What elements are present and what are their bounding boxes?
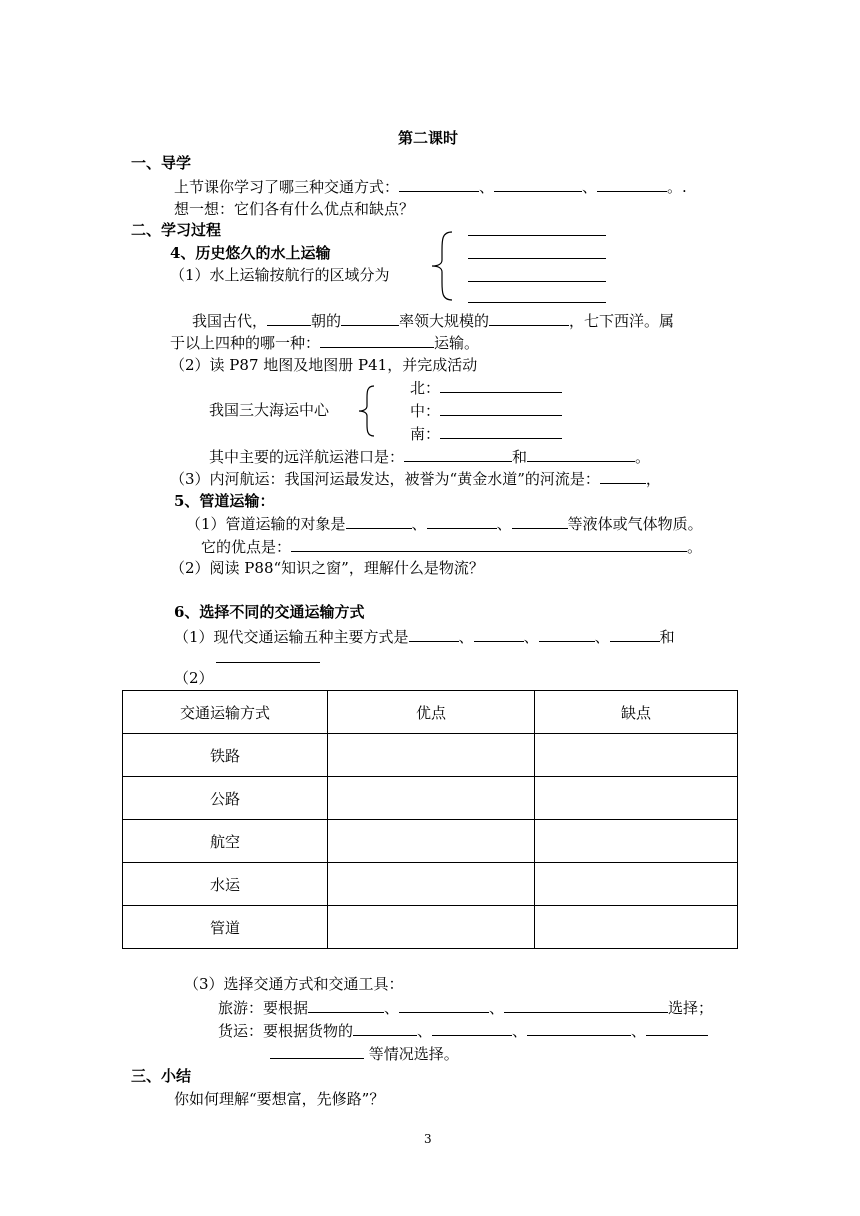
table-question-label: （2） — [174, 669, 214, 687]
blank-field[interactable] — [494, 176, 582, 192]
text-segment: 。 — [687, 538, 703, 556]
blank-field[interactable] — [440, 400, 562, 416]
port-middle — [410, 400, 562, 421]
blank-field[interactable] — [320, 332, 434, 348]
table-header-row — [123, 691, 738, 734]
advantage-cell[interactable] — [328, 863, 535, 906]
mode-cell: 水运 — [123, 863, 328, 906]
text-segment: 和 — [659, 628, 675, 646]
blank-field[interactable] — [539, 626, 595, 642]
guide-question-text: 上节课你学习了哪三种交通方式： — [174, 178, 400, 196]
text-segment: 选择； — [668, 999, 714, 1017]
port-south-label: 南： — [410, 425, 441, 443]
section-1-heading: 一、导学 — [131, 154, 192, 172]
blank-field[interactable] — [512, 513, 568, 529]
text-segment: 等液体或气体物质。 — [567, 515, 703, 533]
header-cell: 优点 — [328, 691, 535, 734]
header-cell: 交通运输方式 — [123, 691, 328, 734]
cargo-line — [218, 1020, 708, 1041]
text-segment: ， — [645, 470, 661, 488]
transport-comparison-table — [122, 690, 738, 949]
text-segment: （1）管道运输的对象是 — [186, 515, 346, 533]
mode-cell: 航空 — [123, 820, 328, 863]
blank-field[interactable] — [399, 997, 489, 1013]
blank-field[interactable] — [527, 446, 635, 462]
topic-5-heading: 5、管道运输： — [174, 492, 275, 510]
brace-icon — [428, 230, 458, 302]
section-2-heading: 二、学习过程 — [131, 221, 222, 239]
blank-field[interactable] — [597, 176, 667, 192]
pipeline-objects-line — [186, 513, 703, 534]
separator: 、 — [523, 628, 539, 646]
separator: 、 — [582, 178, 598, 196]
seaport-centers-label: 我国三大海运中心 — [209, 401, 330, 419]
blank-field[interactable] — [341, 310, 399, 326]
blank-field[interactable] — [474, 626, 524, 642]
text-segment: 率领大规模的 — [399, 312, 490, 330]
pipeline-advantage-line — [201, 536, 702, 557]
blank-field[interactable] — [468, 302, 606, 303]
port-south — [410, 423, 562, 444]
line-end: 。. — [667, 178, 687, 196]
blank-field[interactable] — [270, 1043, 364, 1059]
text-segment: 我国古代， — [192, 312, 268, 330]
guide-question-line — [174, 176, 687, 197]
blank-field[interactable] — [267, 310, 311, 326]
separator: 、 — [489, 999, 505, 1017]
blank-field[interactable] — [404, 446, 512, 462]
advantage-cell[interactable] — [328, 777, 535, 820]
advantage-cell[interactable] — [328, 734, 535, 777]
zheng-he-line-2 — [170, 332, 479, 353]
blank-field[interactable] — [468, 235, 606, 236]
summary-question: 你如何理解“要想富，先修路”？ — [174, 1090, 385, 1108]
disadvantage-cell[interactable] — [535, 820, 738, 863]
blank-field[interactable] — [432, 1020, 512, 1036]
water-region-question: （1）水上运输按航行的区域分为 — [170, 266, 390, 284]
text-segment: 其中主要的远洋航运港口是： — [209, 448, 405, 466]
separator: 、 — [384, 999, 400, 1017]
ocean-port-line — [209, 446, 650, 467]
map-activity-question: （2）读 P87 地图及地图册 P41，并完成活动 — [170, 356, 478, 374]
mode-cell: 铁路 — [123, 734, 328, 777]
topic-6-heading: 6、选择不同的交通运输方式 — [174, 603, 365, 621]
blank-field[interactable] — [600, 468, 646, 484]
separator: 、 — [479, 178, 495, 196]
separator: 、 — [411, 515, 427, 533]
inland-river-question — [170, 468, 661, 489]
blank-field[interactable] — [346, 513, 412, 529]
advantage-cell[interactable] — [328, 820, 535, 863]
cargo-line-2 — [270, 1043, 459, 1064]
disadvantage-cell[interactable] — [535, 906, 738, 949]
text-segment: 旅游：要根据 — [218, 999, 309, 1017]
blank-field[interactable] — [468, 281, 606, 282]
topic-4-heading: 4、历史悠久的水上运输 — [170, 244, 331, 262]
choose-transport-question: （3）选择交通方式和交通工具： — [184, 975, 404, 993]
blank-field[interactable] — [308, 997, 384, 1013]
port-north — [410, 377, 562, 398]
zheng-he-line — [192, 310, 674, 331]
separator: 、 — [631, 1022, 647, 1040]
header-cell: 缺点 — [535, 691, 738, 734]
text-segment: 它的优点是： — [201, 538, 292, 556]
advantage-cell[interactable] — [328, 906, 535, 949]
table-row — [123, 906, 738, 949]
disadvantage-cell[interactable] — [535, 863, 738, 906]
blank-field[interactable] — [646, 1020, 708, 1036]
separator: 、 — [512, 1022, 528, 1040]
text-segment: 。 — [635, 448, 651, 466]
blank-field[interactable] — [489, 310, 569, 326]
text-segment: 货运：要根据货物的 — [218, 1022, 354, 1040]
blank-field[interactable] — [610, 626, 660, 642]
table-row — [123, 820, 738, 863]
table-row — [123, 734, 738, 777]
port-middle-label: 中： — [410, 402, 441, 420]
five-modes-line — [174, 626, 675, 647]
blank-field[interactable] — [291, 536, 687, 552]
table-row — [123, 777, 738, 820]
page-title: 第二课时 — [398, 129, 459, 147]
blank-field[interactable] — [440, 423, 562, 439]
blank-field[interactable] — [468, 258, 606, 259]
port-north-label: 北： — [410, 379, 441, 397]
mode-cell: 公路 — [123, 777, 328, 820]
separator: 、 — [594, 628, 610, 646]
text-segment: （3）内河航运：我国河运最发达，被誉为“黄金水道”的河流是： — [170, 470, 600, 488]
text-segment: ，七下西洋。属 — [569, 312, 675, 330]
brace-icon — [356, 384, 378, 438]
think-question: 想一想：它们各有什么优点和缺点？ — [174, 200, 415, 218]
disadvantage-cell[interactable] — [535, 777, 738, 820]
blank-field[interactable] — [409, 626, 459, 642]
text-segment: 运输。 — [434, 334, 480, 352]
text-segment: 于以上四种的哪一种： — [170, 334, 321, 352]
tourism-line — [218, 997, 713, 1018]
blank-field[interactable] — [440, 377, 562, 393]
blank-field[interactable] — [216, 662, 320, 663]
section-3-heading: 三、小结 — [131, 1067, 192, 1085]
blank-field[interactable] — [527, 1020, 631, 1036]
blank-field[interactable] — [427, 513, 497, 529]
table-row — [123, 863, 738, 906]
text-segment: 朝的 — [311, 312, 342, 330]
separator: 、 — [496, 515, 512, 533]
blank-field[interactable] — [399, 176, 479, 192]
mode-cell: 管道 — [123, 906, 328, 949]
text-segment: 和 — [512, 448, 528, 466]
text-segment: （1）现代交通运输五种主要方式是 — [174, 628, 409, 646]
page-number: 3 — [424, 1132, 432, 1146]
separator: 、 — [417, 1022, 433, 1040]
text-segment: 等情况选择。 — [368, 1045, 459, 1063]
blank-field[interactable] — [353, 1020, 417, 1036]
separator: 、 — [458, 628, 474, 646]
logistics-question: （2）阅读 P88“知识之窗”，理解什么是物流？ — [170, 559, 484, 577]
blank-field[interactable] — [504, 997, 668, 1013]
disadvantage-cell[interactable] — [535, 734, 738, 777]
